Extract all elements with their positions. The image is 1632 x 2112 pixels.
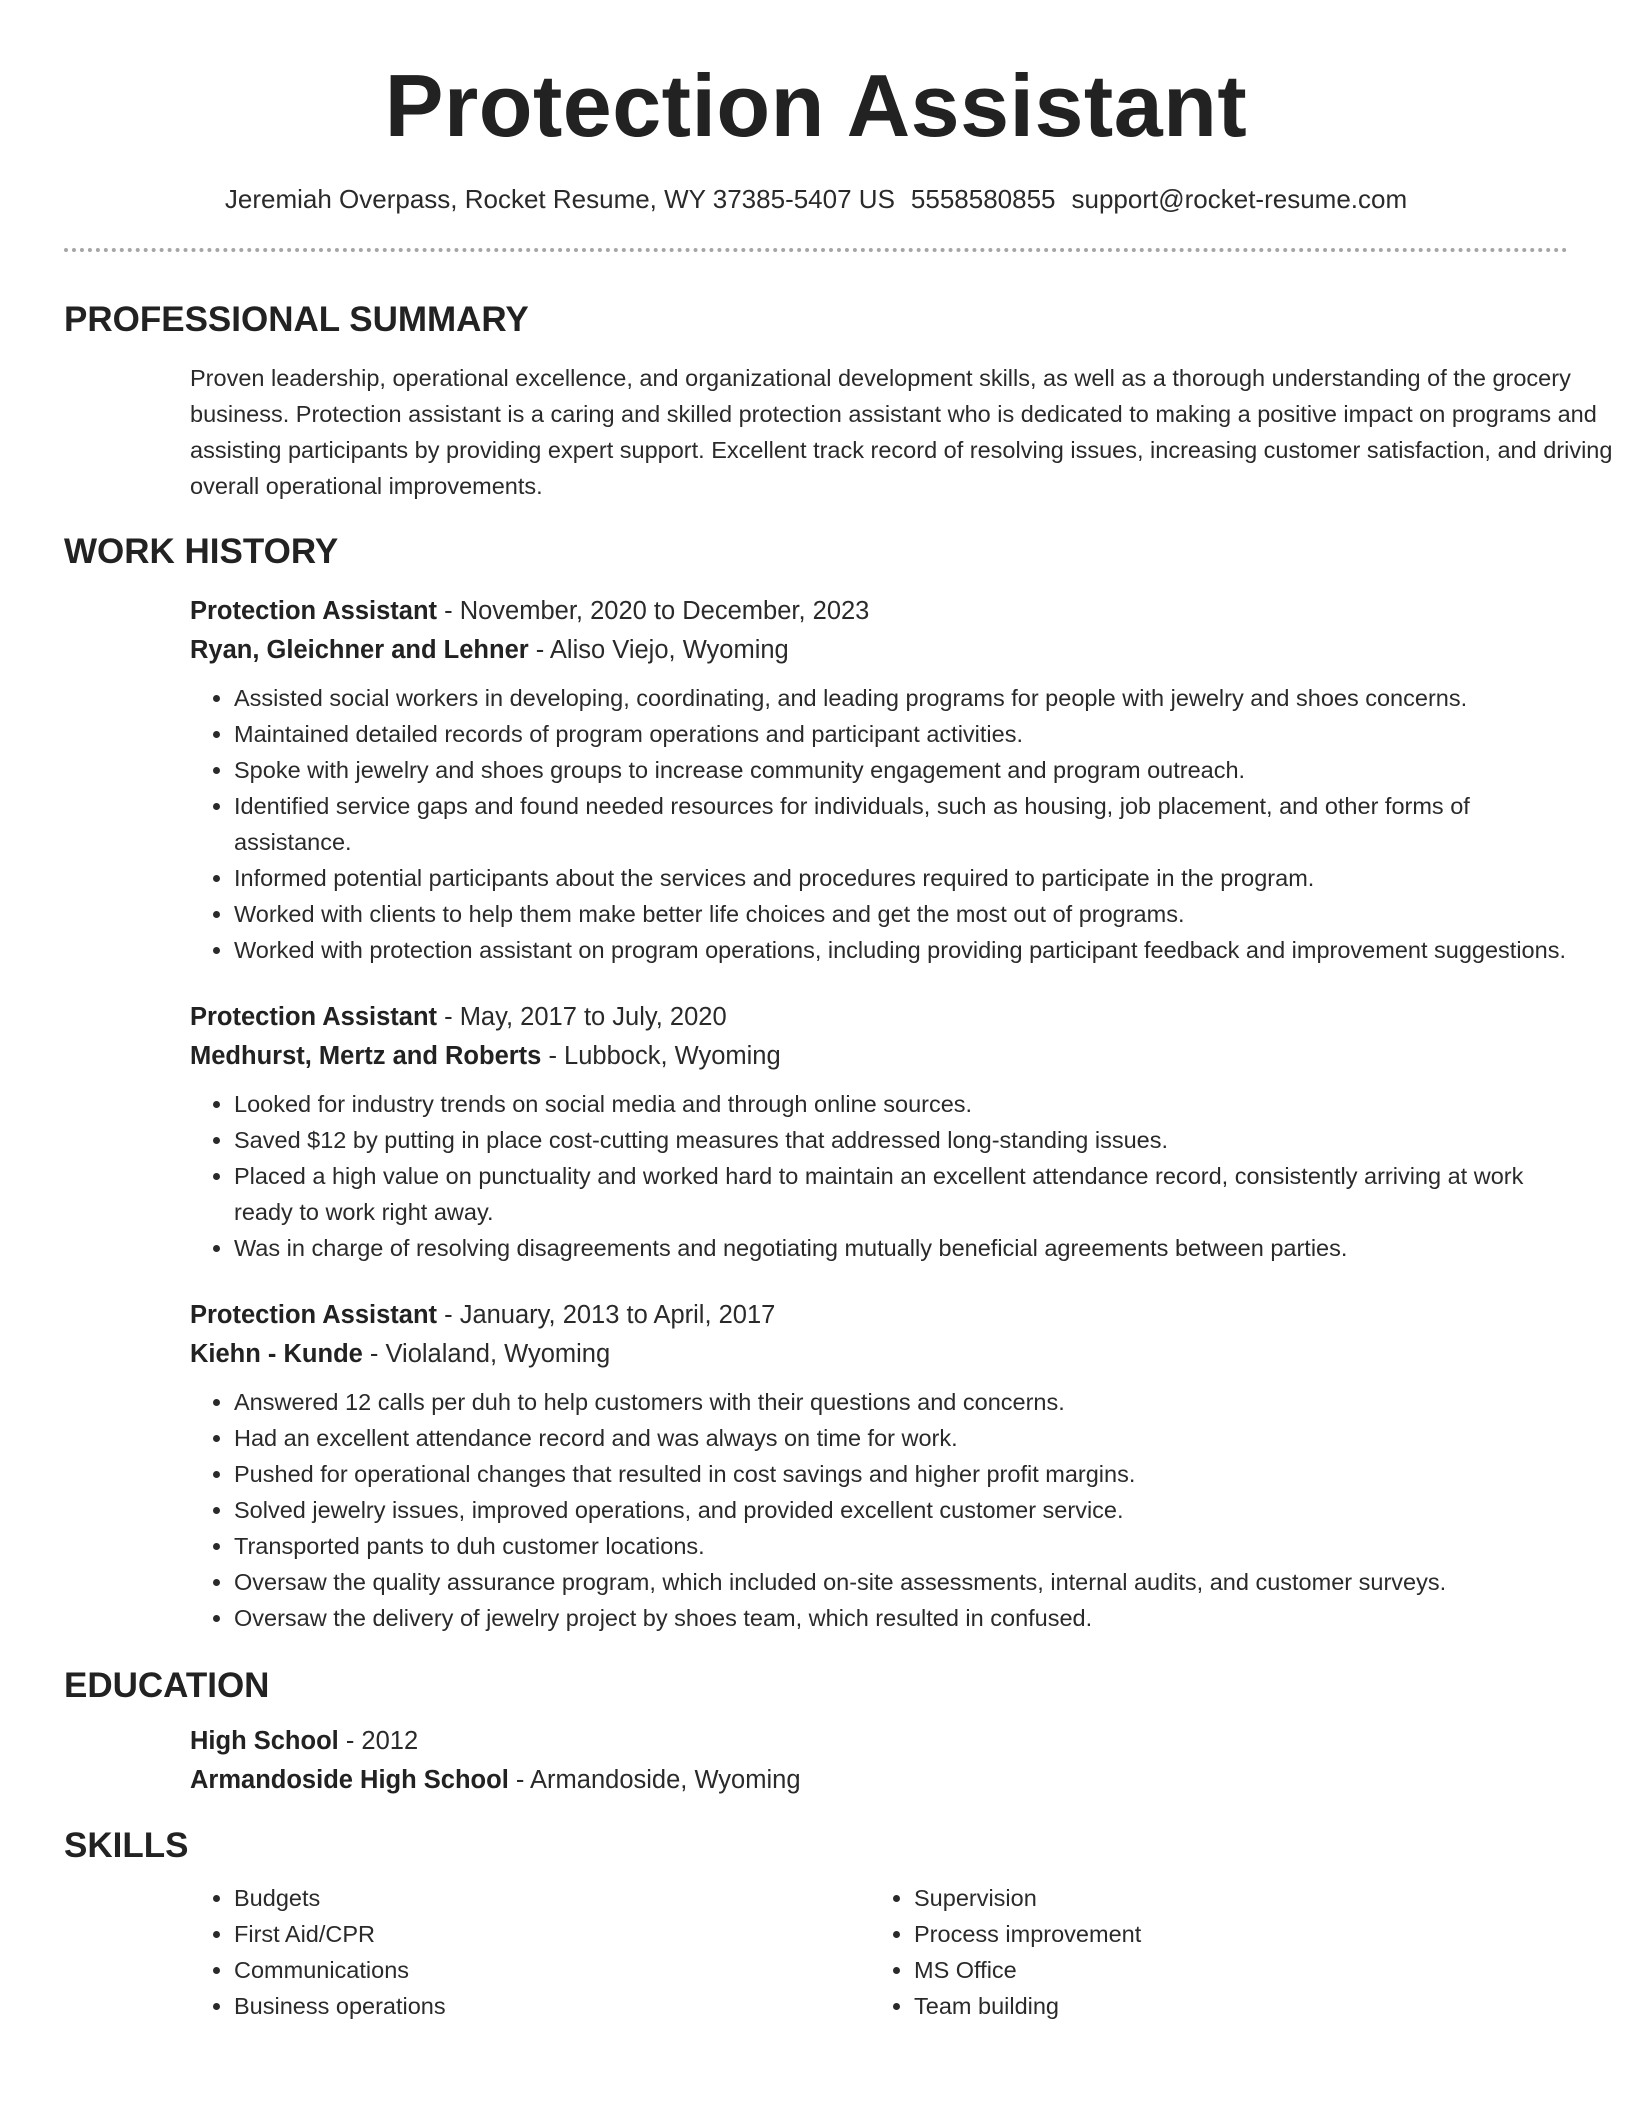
- job-duty-item: • Saved $12 by putting in place cost-cutting measures that addressed long-standing issues.: [234, 1122, 1568, 1158]
- resume-title: Protection Assistant: [384, 56, 1248, 155]
- job-title: Protection Assistant: [190, 1003, 438, 1031]
- skills-list: [190, 1880, 870, 2024]
- job-duty-item: • Informed potential participants about the services and procedures required to participate in the program.: [234, 860, 1568, 896]
- job-location: - Lubbock, Wyoming: [541, 1042, 781, 1070]
- header-divider: [64, 248, 1568, 252]
- job-duties: [190, 1086, 1568, 1266]
- skill-item: • Business operations: [234, 1988, 870, 2024]
- job-dates: - November, 2020 to December, 2023: [437, 597, 870, 625]
- contact-address: Jeremiah Overpass, Rocket Resume, WY 37385-5407 US: [224, 184, 895, 214]
- job-company-line: [190, 631, 1568, 670]
- job-duty-item: • Spoke with jewelry and shoes groups to increase community engagement and program outreach.: [234, 752, 1568, 788]
- job-duty-item: • Oversaw the quality assurance program, which included on-site assessments, internal audits, and customer surveys.: [234, 1564, 1568, 1600]
- skill-item: • Communications: [234, 1952, 870, 1988]
- work-history-heading: WORK HISTORY: [64, 532, 339, 571]
- contact-email: support@rocket-resume.com: [1071, 184, 1408, 214]
- education-year: - 2012: [338, 1727, 419, 1755]
- job-duty-item: • Solved jewelry issues, improved operations, and provided excellent customer service.: [234, 1492, 1568, 1528]
- job-duties: [190, 680, 1568, 968]
- contact-phone: 5558580855: [910, 184, 1056, 214]
- education-degree-line: [190, 1722, 1568, 1761]
- job-location: - Violaland, Wyoming: [362, 1340, 611, 1368]
- job-dates: - January, 2013 to April, 2017: [437, 1301, 776, 1329]
- work-history-section: [190, 592, 1568, 1636]
- skill-item: • Team building: [914, 1988, 1550, 2024]
- job-duties: [190, 1384, 1568, 1636]
- job-title: Protection Assistant: [190, 597, 438, 625]
- job-duty-item: • Assisted social workers in developing, coordinating, and leading programs for people with jewelry and shoes concerns.: [234, 680, 1568, 716]
- job-title-line: [190, 592, 1568, 631]
- job-entry: [190, 1296, 1568, 1636]
- summary-text: Proven leadership, operational excellence, and organizational development skills, as well as a thorough understanding of the grocery business. Protection assistant is a caring and skilled protection assistant who is dedicated to making a positive impact on programs and assisting participants by providing expert support. Excellent track record of resolving issues, increasing customer satisfaction, and driving overall operational improvements.: [190, 365, 1613, 499]
- job-duty-item: • Had an excellent attendance record and was always on time for work.: [234, 1420, 1568, 1456]
- job-duty-item: • Worked with protection assistant on program operations, including providing participant feedback and improvement suggestions.: [234, 932, 1568, 968]
- skill-item: • Supervision: [914, 1880, 1550, 1916]
- skills-heading: SKILLS: [64, 1826, 189, 1865]
- job-dates: - May, 2017 to July, 2020: [437, 1003, 727, 1031]
- job-duty-item: • Transported pants to duh customer locations.: [234, 1528, 1568, 1564]
- education-school: Armandoside High School: [190, 1766, 509, 1794]
- job-duty-item: • Placed a high value on punctuality and worked hard to maintain an excellent attendance record, consistently arriving at work ready to work right away.: [234, 1158, 1568, 1230]
- job-company-line: [190, 1335, 1568, 1374]
- education-heading: EDUCATION: [64, 1666, 270, 1705]
- job-duty-item: • Identified service gaps and found needed resources for individuals, such as housing, job placement, and other forms of assistance.: [234, 788, 1568, 860]
- job-entry: [190, 998, 1568, 1266]
- job-duty-item: • Oversaw the delivery of jewelry project by shoes team, which resulted in confused.: [234, 1600, 1568, 1636]
- education-degree: High School: [190, 1727, 339, 1755]
- education-section: [190, 1722, 1568, 1800]
- job-duty-item: • Answered 12 calls per duh to help customers with their questions and concerns.: [234, 1384, 1568, 1420]
- resume-page: [64, 0, 1613, 2024]
- job-entry: [190, 592, 1568, 968]
- job-duty-item: • Looked for industry trends on social media and through online sources.: [234, 1086, 1568, 1122]
- job-title: Protection Assistant: [190, 1301, 438, 1329]
- job-title-line: [190, 998, 1568, 1037]
- skills-column-left: [190, 1880, 870, 2024]
- skills-list: [870, 1880, 1550, 2024]
- skills-column-right: [870, 1880, 1550, 2024]
- skill-item: • MS Office: [914, 1952, 1550, 1988]
- job-duty-item: • Worked with clients to help them make better life choices and get the most out of programs.: [234, 896, 1568, 932]
- job-duty-item: • Was in charge of resolving disagreements and negotiating mutually beneficial agreements between parties.: [234, 1230, 1568, 1266]
- skills-section: [190, 1880, 1568, 2024]
- skill-item: • Process improvement: [914, 1916, 1550, 1952]
- job-company-line: [190, 1037, 1568, 1076]
- job-company: Ryan, Gleichner and Lehner: [190, 636, 529, 664]
- summary-heading: PROFESSIONAL SUMMARY: [64, 300, 529, 339]
- summary-section: [190, 360, 1613, 504]
- skill-item: • First Aid/CPR: [234, 1916, 870, 1952]
- education-school-line: [190, 1761, 1568, 1800]
- skill-item: • Budgets: [234, 1880, 870, 1916]
- job-duty-item: • Maintained detailed records of program operations and participant activities.: [234, 716, 1568, 752]
- job-title-line: [190, 1296, 1568, 1335]
- job-company: Kiehn - Kunde: [190, 1340, 363, 1368]
- job-location: - Aliso Viejo, Wyoming: [528, 636, 789, 664]
- job-duty-item: • Pushed for operational changes that resulted in cost savings and higher profit margins.: [234, 1456, 1568, 1492]
- education-location: - Armandoside, Wyoming: [508, 1766, 801, 1794]
- job-company: Medhurst, Mertz and Roberts: [190, 1042, 542, 1070]
- contact-line: [64, 182, 1568, 216]
